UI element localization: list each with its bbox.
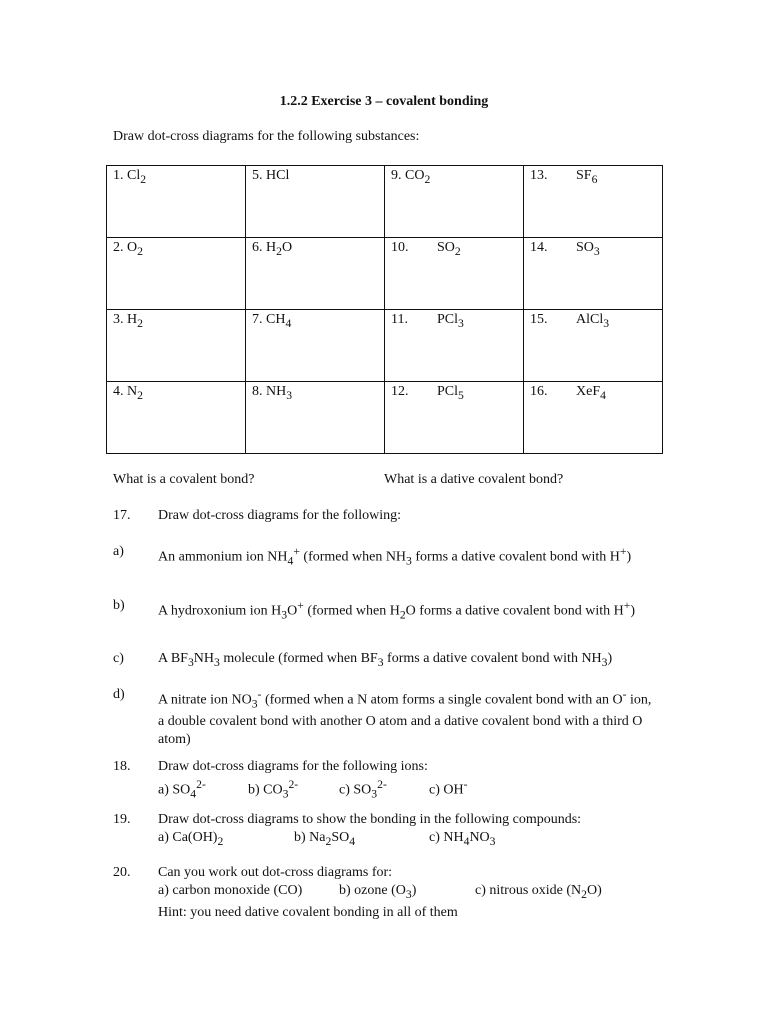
substance-cell: [385, 382, 524, 454]
substance-cell: [385, 238, 524, 310]
substance-number: 1.: [113, 168, 127, 183]
substance-number: 9.: [391, 168, 405, 183]
question-text: An ammonium ion $NH_4^+$ (formed when $NH_3$ forms a dative covalent bond with H+): [158, 545, 632, 568]
grid-row: [107, 238, 663, 310]
substance-formula: $O_2$: [127, 240, 143, 258]
substance-cell: [246, 382, 385, 454]
substance-formula: $H_2$: [127, 312, 143, 330]
substance-number: 10.: [391, 240, 409, 255]
question-text: A hydroxonium ion $H_3O^+$ (formed when $H_2O$ forms a dative covalent bond with H+): [158, 599, 636, 622]
substance-formula: $SO_3$: [576, 240, 600, 258]
question-label: b): [113, 598, 125, 613]
question-label: 19.: [113, 812, 131, 827]
substance-cell: [385, 310, 524, 382]
substance-formula: $SF_6$: [576, 168, 598, 186]
substance-formula: PCl$_5$: [437, 384, 464, 402]
substance-cell: [524, 382, 663, 454]
question-label: c): [113, 651, 124, 666]
substance-formula: $N_2$: [127, 384, 143, 402]
substance-number: 15.: [530, 312, 548, 327]
substance-cell: [246, 166, 385, 238]
substance-cell: [524, 238, 663, 310]
question-text: Draw dot-cross diagrams to show the bonding in the following compounds: a) $Ca(OH)_2$ b) $Na_2SO_4$ c) $NH_4NO_3$: [158, 812, 582, 848]
substance-number: 13.: [530, 168, 548, 183]
question-label: 20.: [113, 865, 131, 880]
question-text: A nitrate ion $NO_3^-$ (formed when a N atom forms a single covalent bond with an O- ion, a double covalent bond with another O atom and a dative covalent bond with a third O atom): [158, 688, 652, 748]
substance-number: 7.: [252, 312, 266, 327]
substance-formula: $SO_2$: [437, 240, 461, 258]
dative-bond-question: What is a dative covalent bond?: [384, 472, 564, 487]
substance-formula: AlCl$_3$: [576, 312, 610, 330]
substance-number: 11.: [391, 312, 408, 327]
substance-formula: XeF$_4$: [576, 384, 606, 402]
substance-number: 3.: [113, 312, 127, 327]
substance-formula: $Cl_2$: [127, 168, 147, 186]
substance-cell: [246, 310, 385, 382]
substance-formula: HCl: [266, 168, 290, 183]
question-label: d): [113, 687, 125, 702]
question-label: 17.: [113, 508, 131, 523]
substance-cell: [107, 238, 246, 310]
substance-cell: [385, 166, 524, 238]
question-label: 18.: [113, 759, 131, 774]
question-text: Draw dot-cross diagrams for the following:: [158, 508, 401, 523]
substance-number: 2.: [113, 240, 127, 255]
question-text: A $BF_3NH_3$ molecule (formed when $BF_3$ forms a dative covalent bond with $NH_3$): [158, 651, 613, 669]
question-label: a): [113, 544, 124, 559]
page-title: 1.2.2 Exercise 3 – covalent bonding: [279, 94, 489, 109]
substance-formula: $H_2O$: [266, 240, 293, 258]
substance-cell: [524, 310, 663, 382]
substances-grid: [106, 165, 663, 454]
substance-formula: $CH_4$: [266, 312, 292, 330]
substance-number: 14.: [530, 240, 548, 255]
substance-cell: [107, 166, 246, 238]
substance-cell: [246, 238, 385, 310]
question-text: Draw dot-cross diagrams for the following ions: a) $SO_4^{2-}$ b) $CO_3^{2-}$ c) $SO_3^{2-}$ c) OH-: [158, 759, 468, 801]
substance-number: 5.: [252, 168, 266, 183]
substance-formula: $CO_2$: [405, 168, 431, 186]
substance-cell: [524, 166, 663, 238]
grid-row: [107, 166, 663, 238]
question-text: Can you work out dot-cross diagrams for: a) carbon monoxide (CO) b) ozone $(O_3)$ c) nitrous oxide $(N_2O)$ Hint: you need dative covalent bonding in all of them: [158, 865, 602, 920]
substance-cell: [107, 382, 246, 454]
grid-row: [107, 310, 663, 382]
substance-number: 16.: [530, 384, 548, 399]
substance-number: 12.: [391, 384, 409, 399]
substance-formula: $NH_3$: [266, 384, 293, 402]
question-row: [113, 472, 673, 488]
substance-number: 4.: [113, 384, 127, 399]
substance-formula: PCl$_3$: [437, 312, 464, 330]
grid-row: [107, 382, 663, 454]
substance-cell: [107, 310, 246, 382]
substance-number: 8.: [252, 384, 266, 399]
substance-number: 6.: [252, 240, 266, 255]
covalent-bond-question: What is a covalent bond?: [113, 472, 255, 487]
intro-text: Draw dot-cross diagrams for the following substances:: [113, 129, 420, 144]
